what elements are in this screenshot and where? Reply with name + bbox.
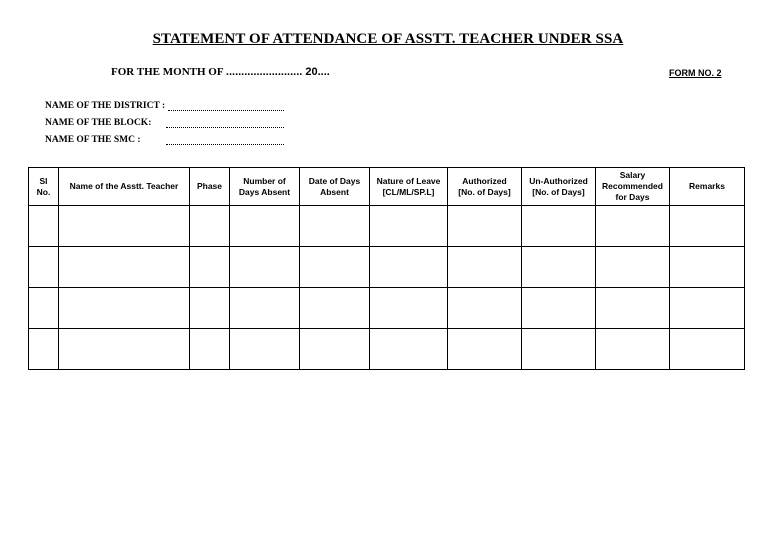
- table-cell[interactable]: [190, 288, 230, 329]
- table-row: [29, 206, 745, 247]
- table-cell[interactable]: [59, 329, 190, 370]
- column-header: [370, 168, 448, 206]
- table-cell[interactable]: [230, 206, 300, 247]
- column-header-text: Absent: [320, 186, 349, 197]
- table-cell[interactable]: [59, 206, 190, 247]
- month-label: FOR THE MONTH OF: [111, 66, 226, 78]
- column-header-text: Name of the Asstt. Teacher: [69, 181, 179, 191]
- table-cell[interactable]: [670, 247, 745, 288]
- table-cell[interactable]: [230, 247, 300, 288]
- table-row: [29, 288, 745, 329]
- column-header-text: Sl: [39, 175, 48, 186]
- table-cell[interactable]: [370, 329, 448, 370]
- smc-blank-line: [166, 144, 284, 145]
- smc-label: NAME OF THE SMC :: [45, 135, 141, 145]
- column-header-text: Date of Days: [308, 175, 361, 186]
- table-cell[interactable]: [448, 288, 522, 329]
- column-header: [300, 168, 370, 206]
- column-header-text: Salary: [619, 170, 646, 180]
- form-number: FORM NO. 2: [669, 68, 722, 78]
- column-header: [596, 168, 670, 206]
- table-cell[interactable]: [300, 206, 370, 247]
- month-blank: ......................... 20....: [225, 66, 330, 78]
- block-blank-line: [166, 127, 284, 128]
- table-cell[interactable]: [190, 206, 230, 247]
- table-cell[interactable]: [448, 206, 522, 247]
- table-cell[interactable]: [29, 288, 59, 329]
- table-cell[interactable]: [370, 206, 448, 247]
- column-header-text: [CL/ML/SP.L]: [382, 186, 435, 197]
- table-cell[interactable]: [448, 329, 522, 370]
- block-field: [45, 118, 151, 128]
- block-label: NAME OF THE BLOCK:: [45, 118, 152, 128]
- table-cell[interactable]: [596, 247, 670, 288]
- table-cell[interactable]: [522, 288, 596, 329]
- column-header-text: Un-Authorized: [529, 175, 588, 186]
- table-cell[interactable]: [670, 329, 745, 370]
- table-cell[interactable]: [522, 329, 596, 370]
- table-cell[interactable]: [300, 329, 370, 370]
- column-header-text: Days Absent: [238, 186, 291, 197]
- table-cell[interactable]: [522, 247, 596, 288]
- table-cell[interactable]: [29, 329, 59, 370]
- column-header-text: [No. of Days]: [458, 186, 511, 197]
- column-header: [448, 168, 522, 206]
- column-header-text: Number of: [243, 175, 286, 186]
- table-cell[interactable]: [670, 206, 745, 247]
- column-header-text: Phase: [196, 181, 223, 191]
- table-cell[interactable]: [190, 329, 230, 370]
- column-header: [29, 168, 59, 206]
- table-row: [29, 247, 745, 288]
- column-header-text: [No. of Days]: [532, 186, 585, 197]
- table-cell[interactable]: [230, 288, 300, 329]
- column-header: [670, 168, 745, 206]
- month-line: [111, 66, 330, 78]
- table-cell[interactable]: [448, 247, 522, 288]
- table-cell[interactable]: [59, 247, 190, 288]
- column-header: [59, 168, 190, 206]
- district-blank-line: [168, 110, 284, 111]
- column-header: [522, 168, 596, 206]
- table-row: [29, 329, 745, 370]
- column-header: [190, 168, 230, 206]
- table-cell[interactable]: [300, 288, 370, 329]
- table-cell[interactable]: [29, 247, 59, 288]
- attendance-table: [28, 167, 745, 370]
- table-cell[interactable]: [190, 247, 230, 288]
- table-cell[interactable]: [370, 288, 448, 329]
- table-body: [29, 206, 745, 370]
- column-header-text: for Days: [615, 192, 650, 202]
- district-label: NAME OF THE DISTRICT :: [45, 101, 166, 111]
- district-field: [45, 101, 165, 111]
- table-cell[interactable]: [59, 288, 190, 329]
- page-title: STATEMENT OF ATTENDANCE OF ASSTT. TEACHER UNDER SSA: [152, 31, 624, 47]
- column-header-text: Recommended: [602, 181, 663, 191]
- table-header-row: [29, 168, 745, 206]
- column-header-text: Authorized: [462, 175, 507, 186]
- smc-field: [45, 135, 141, 145]
- column-header-text: Remarks: [689, 181, 725, 191]
- table-cell[interactable]: [29, 206, 59, 247]
- table-cell[interactable]: [370, 247, 448, 288]
- table-cell[interactable]: [596, 288, 670, 329]
- table-cell[interactable]: [670, 288, 745, 329]
- table-cell[interactable]: [300, 247, 370, 288]
- column-header-text: Nature of Leave: [376, 175, 441, 186]
- column-header: [230, 168, 300, 206]
- table-cell[interactable]: [230, 329, 300, 370]
- table-cell[interactable]: [522, 206, 596, 247]
- table-cell[interactable]: [596, 329, 670, 370]
- column-header-text: No.: [36, 186, 51, 197]
- table-cell[interactable]: [596, 206, 670, 247]
